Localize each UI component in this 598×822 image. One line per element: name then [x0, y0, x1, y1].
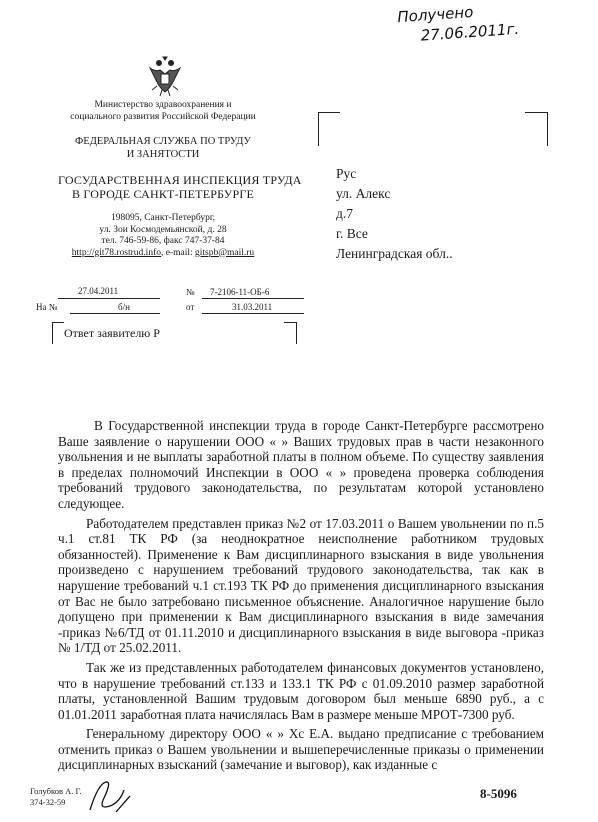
contact-line [58, 248, 268, 260]
reply-from-label: от [186, 302, 195, 312]
outgoing-date-underline [58, 298, 160, 299]
reply-number-underline [70, 313, 160, 314]
reply-to-label: На № [36, 302, 58, 312]
email-label: , e-mail: [161, 247, 196, 258]
reply-date: 31.03.2011 [232, 302, 273, 312]
body-paragraph-4: Генеральному директору ООО « » Хс Е.А. выдано предписание с требованием отменить приказ о Вашем увольнении и вышеперечисленные приказы о применении дисциплинарных взысканий (замечание и выговор), как изданные с [58, 726, 544, 773]
recipient-bracket-top-left [318, 112, 340, 113]
ministry-line-1: Министерство здравоохранения и [94, 100, 232, 110]
outgoing-number-underline [202, 298, 304, 299]
handwritten-received-date: 27.06.2011г. [420, 19, 520, 45]
recipient-city: г. Все [336, 226, 368, 241]
handwritten-received-note [397, 0, 520, 46]
service-line-1: ФЕДЕРАЛЬНАЯ СЛУЖБА ПО ТРУДУ [75, 136, 251, 147]
address-line-3: тел. 746-59-86, факс 747-37-84 [101, 236, 225, 246]
reply-date-underline [202, 313, 304, 314]
letter-body [58, 418, 544, 773]
service-line-2: И ЗАНЯТОСТИ [126, 149, 200, 160]
address-line-2: ул. Зои Космодемьянской, д. 28 [99, 224, 227, 235]
subject-bracket-top-left [52, 322, 64, 323]
subject-bracket-top-right [284, 322, 296, 323]
recipient-bracket-top-right [525, 112, 547, 113]
recipient-bracket-left [318, 112, 319, 146]
sender-header [58, 100, 302, 259]
coat-of-arms-icon [148, 56, 182, 98]
ministry-line-2: социального развития Российской Федерации [70, 111, 256, 122]
author-name: Голубков А. Г. [30, 786, 82, 796]
reply-to-number: б/н [118, 302, 130, 312]
author-phone: 374-32-59 [30, 797, 66, 807]
body-paragraph-1: В Государственной инспекции труда в городе Санкт-Петербурге рассмотрено Ваше заявление о нарушении ООО « » Ваших трудовых прав в части незаконного увольнения и не выплаты заработной платы в полном объеме. По существу заявления в пределах полномочий Инспекции в ООО « » проведена проверка соблюдения требований трудового законодательства, по результатам которой установлено следующее. [58, 418, 544, 511]
outgoing-number: 7-2106-11-ОБ-6 [210, 287, 270, 297]
outgoing-date: 27.04.2011 [78, 286, 119, 296]
outgoing-number-label: № [186, 287, 195, 297]
recipient-address [336, 164, 453, 264]
recipient-street: ул. Алекс [336, 186, 391, 201]
subject-bracket-left [52, 322, 53, 344]
body-paragraph-3: Так же из представленных работодателем финансовых документов установлено, что в нарушение требований ст.133 и 133.1 ТК РФ с 01.09.2010 размер заработной платы, установленной Вашим трудовым договором был меньше 6890 руб., а с 01.01.2011 заработная плата начислялась Вам в размере меньше МРОТ-7300 руб. [58, 659, 544, 722]
email-link[interactable]: gitspb@mail.ru [195, 247, 255, 258]
address-line-1: 198095, Санкт-Петербург, [110, 213, 216, 223]
author-block [30, 786, 82, 808]
inspection-line-2: В ГОРОДЕ САНКТ-ПЕТЕРБУРГЕ [71, 187, 255, 201]
body-paragraph-2: Работодателем представлен приказ №2 от 17.03.2011 о Вашем увольнении по п.5 ч.1 ст.81 ТК РФ (за неоднократное неисполнение работником трудовых обязанностей). Применение к Вам дисциплинарного взыскания в виде увольнения произведено с нарушением требований трудового законодательства, так как в нарушение требований ч.1 ст.193 ТК РФ до применения дисциплинарного взыскания от Вас не было затребовано письменное объяснение. Аналогичное нарушение было допущено при применении к Вам дисциплинарного взыскания в виде замечания -приказ №6/ТД от 01.11.2010 и дисциплинарного взыскания в виде выговора -приказ № 1/ТД от 25.02.2011. [58, 515, 544, 656]
inspection-line-1: ГОСУДАРСТВЕННАЯ ИНСПЕКЦИЯ ТРУДА [58, 173, 302, 187]
subject-line: Ответ заявителю Р [64, 326, 160, 340]
recipient-house: д.7 [336, 206, 353, 221]
recipient-bracket-right [547, 112, 548, 146]
signature-scribble-icon [86, 776, 136, 816]
recipient-name: Рус [336, 166, 357, 181]
handwritten-received-label: Получено [396, 2, 474, 27]
website-link[interactable]: http://git78.rostrud.info [71, 247, 161, 258]
recipient-region: Ленинградская обл.. [336, 246, 453, 261]
document-code: 8-5096 [480, 786, 517, 801]
subject-bracket-right [296, 322, 297, 344]
